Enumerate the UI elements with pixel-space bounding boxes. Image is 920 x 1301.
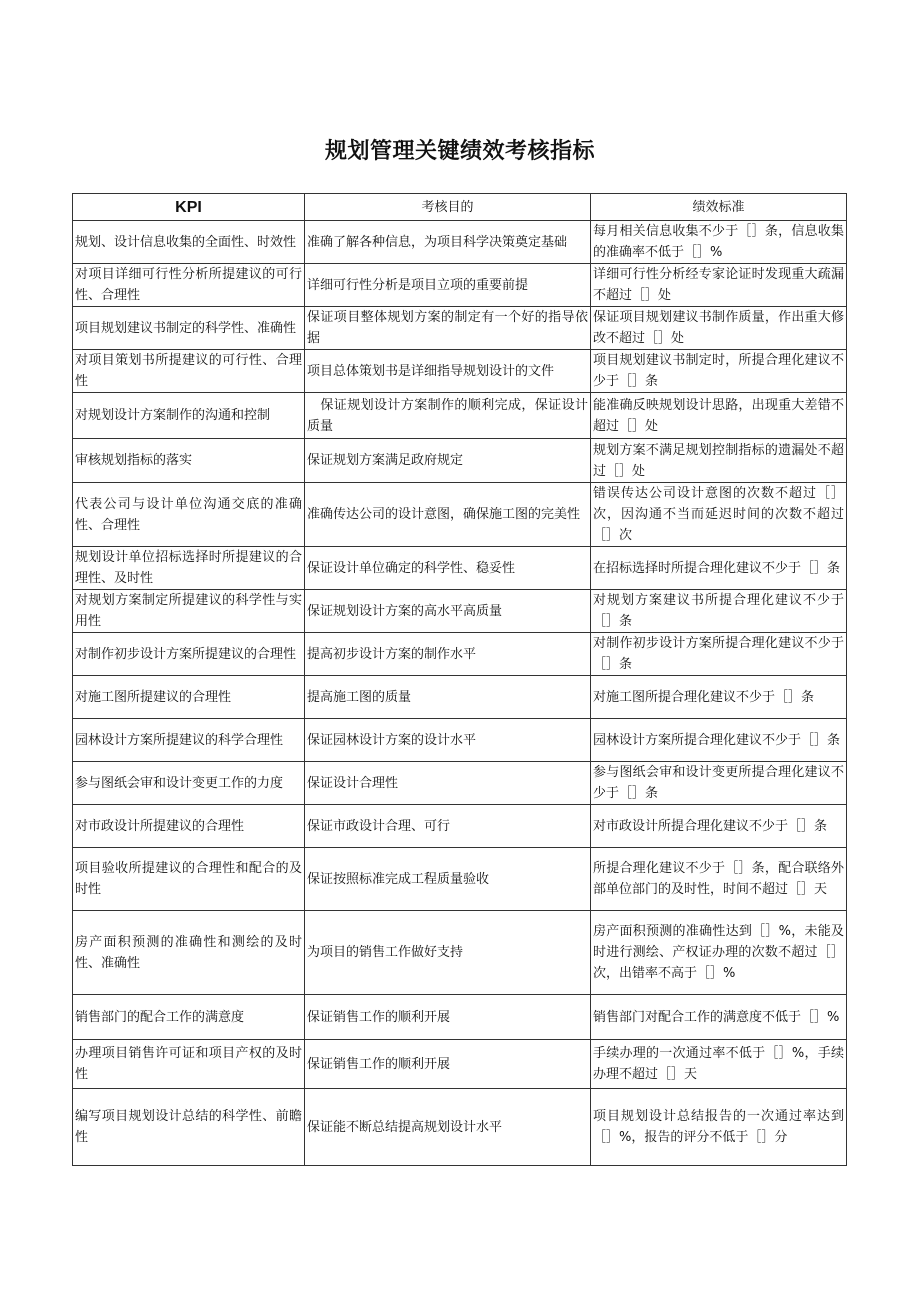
table-row [73,762,847,805]
standard-cell: 所提合理化建议不少于［］条，配合联络外部单位部门的及时性，时间不超过［］天 [591,848,847,911]
table-row [73,1040,847,1089]
purpose-cell: 提高施工图的质量 [305,676,591,719]
kpi-cell: 项目验收所提建议的合理性和配合的及时性 [73,848,305,911]
standard-cell: 错误传达公司设计意图的次数不超过［］次，因沟通不当而延迟时间的次数不超过［］次 [591,483,847,547]
purpose-cell: 为项目的销售工作做好支持 [305,911,591,995]
kpi-cell: 房产面积预测的准确性和测绘的及时性、准确性 [73,911,305,995]
purpose-cell: 项目总体策划书是详细指导规划设计的文件 [305,350,591,393]
table-row [73,483,847,547]
table-header-row [73,194,847,221]
kpi-cell: 代表公司与设计单位沟通交底的准确性、合理性 [73,483,305,547]
table-row [73,590,847,633]
kpi-cell: 对规划方案制定所提建议的科学性与实用性 [73,590,305,633]
kpi-cell: 项目规划建议书制定的科学性、准确性 [73,307,305,350]
purpose-cell: 准确了解各种信息，为项目科学决策奠定基础 [305,221,591,264]
purpose-cell: 保证园林设计方案的设计水平 [305,719,591,762]
kpi-cell: 园林设计方案所提建议的科学合理性 [73,719,305,762]
purpose-cell: 保证按照标准完成工程质量验收 [305,848,591,911]
purpose-cell: 保证设计单位确定的科学性、稳妥性 [305,547,591,590]
purpose-cell: 保证销售工作的顺利开展 [305,1040,591,1089]
standard-cell: 能准确反映规划设计思路，出现重大差错不超过［］处 [591,393,847,439]
purpose-cell: 保证市政设计合理、可行 [305,805,591,848]
purpose-cell: 保证设计合理性 [305,762,591,805]
standard-cell: 参与图纸会审和设计变更所提合理化建议不少于［］条 [591,762,847,805]
table-row [73,393,847,439]
standard-cell: 销售部门对配合工作的满意度不低于［］% [591,995,847,1040]
document-title: 规划管理关键绩效考核指标 [324,139,595,164]
standard-cell: 手续办理的一次通过率不低于［］%，手续办理不超过［］天 [591,1040,847,1089]
kpi-cell: 办理项目销售许可证和项目产权的及时性 [73,1040,305,1089]
standard-cell: 项目规划建议书制定时，所提合理化建议不少于［］条 [591,350,847,393]
kpi-cell: 对制作初步设计方案所提建议的合理性 [73,633,305,676]
standard-cell: 规划方案不满足规划控制指标的遗漏处不超过［］处 [591,439,847,483]
table-row [73,719,847,762]
standard-cell: 对施工图所提合理化建议不少于［］条 [591,676,847,719]
kpi-table [72,193,847,1166]
purpose-cell: 保证项目整体规划方案的制定有一个好的指导依据 [305,307,591,350]
table-row [73,264,847,307]
standard-cell: 对市政设计所提合理化建议不少于［］条 [591,805,847,848]
kpi-cell: 对市政设计所提建议的合理性 [73,805,305,848]
kpi-cell: 审核规划指标的落实 [73,439,305,483]
purpose-cell: 保证销售工作的顺利开展 [305,995,591,1040]
purpose-cell: 保证能不断总结提高规划设计水平 [305,1089,591,1166]
kpi-cell: 规划设计单位招标选择时所提建议的合理性、及时性 [73,547,305,590]
table-row [73,848,847,911]
standard-cell: 项目规划设计总结报告的一次通过率达到［］%，报告的评分不低于［］分 [591,1089,847,1166]
standard-cell: 园林设计方案所提合理化建议不少于［］条 [591,719,847,762]
standard-cell: 详细可行性分析经专家论证时发现重大疏漏不超过［］处 [591,264,847,307]
standard-cell: 保证项目规划建议书制作质量，作出重大修改不超过［］处 [591,307,847,350]
table-row [73,1089,847,1166]
standard-cell: 对规划方案建议书所提合理化建议不少于［］条 [591,590,847,633]
column-header-purpose: 考核目的 [305,194,591,221]
kpi-cell: 编写项目规划设计总结的科学性、前瞻性 [73,1089,305,1166]
table-row [73,350,847,393]
kpi-cell: 规划、设计信息收集的全面性、时效性 [73,221,305,264]
table-row [73,307,847,350]
purpose-cell: 保证规划方案满足政府规定 [305,439,591,483]
kpi-cell: 对项目详细可行性分析所提建议的可行性、合理性 [73,264,305,307]
table-row [73,633,847,676]
purpose-cell: 保证规划设计方案制作的顺利完成，保证设计质量 [305,393,591,439]
standard-cell: 房产面积预测的准确性达到［］%，未能及时进行测绘、产权证办理的次数不超过［］次，出错率不高于［］% [591,911,847,995]
purpose-cell: 准确传达公司的设计意图，确保施工图的完美性 [305,483,591,547]
purpose-cell: 保证规划设计方案的高水平高质量 [305,590,591,633]
column-header-standard: 绩效标准 [591,194,847,221]
column-header-kpi: KPI [73,194,305,221]
standard-cell: 每月相关信息收集不少于［］条，信息收集的准确率不低于［］% [591,221,847,264]
table-row [73,805,847,848]
purpose-cell: 提高初步设计方案的制作水平 [305,633,591,676]
table-row [73,911,847,995]
kpi-cell: 销售部门的配合工作的满意度 [73,995,305,1040]
kpi-cell: 对项目策划书所提建议的可行性、合理性 [73,350,305,393]
kpi-cell: 对施工图所提建议的合理性 [73,676,305,719]
table-row [73,547,847,590]
table-row [73,221,847,264]
table-row [73,995,847,1040]
table-row [73,676,847,719]
kpi-cell: 对规划设计方案制作的沟通和控制 [73,393,305,439]
kpi-cell: 参与图纸会审和设计变更工作的力度 [73,762,305,805]
table-row [73,439,847,483]
purpose-cell: 详细可行性分析是项目立项的重要前提 [305,264,591,307]
standard-cell: 在招标选择时所提合理化建议不少于［］条 [591,547,847,590]
standard-cell: 对制作初步设计方案所提合理化建议不少于［］条 [591,633,847,676]
